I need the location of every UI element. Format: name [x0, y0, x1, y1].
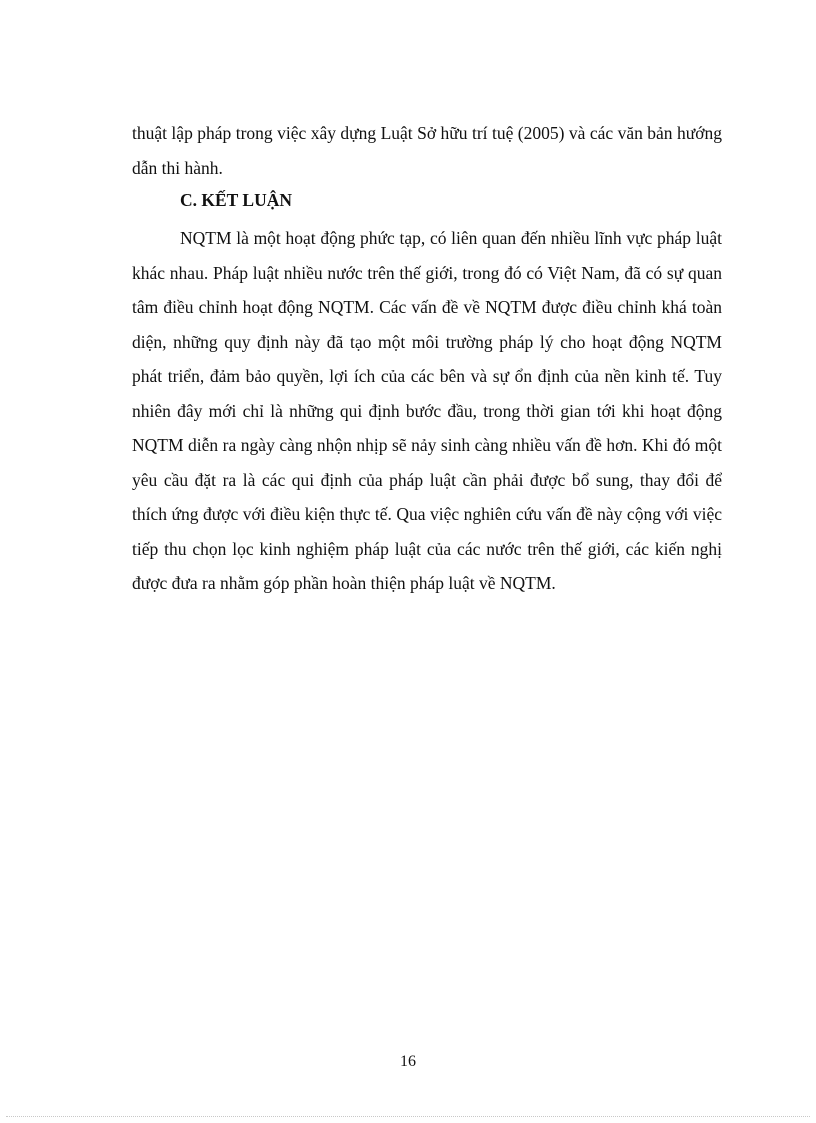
section-heading: C. KẾT LUẬN [180, 190, 292, 210]
continuation-paragraph: thuật lập pháp trong việc xây dựng Luật Sở hữu trí tuệ (2005) và các văn bản hướng dẫn thi hành. [132, 123, 722, 178]
conclusion-paragraph: NQTM là một hoạt động phức tạp, có liên quan đến nhiều lĩnh vực pháp luật khác nhau. Pháp luật nhiều nước trên thế giới, trong đó có Việt Nam, đã có sự quan tâm điều chỉnh hoạt động NQTM. Các vấn đề về NQTM được điều chỉnh khá toàn diện, những quy định này đã tạo một môi trường pháp lý cho hoạt động NQTM phát triển, đảm bảo quyền, lợi ích của các bên và sự ổn định của nền kinh tế. Tuy nhiên đây mới chỉ là những qui định bước đầu, trong thời gian tới khi hoạt động NQTM diễn ra ngày càng nhộn nhịp sẽ nảy sinh càng nhiều vấn đề hơn. Khi đó một yêu cầu đặt ra là các qui định của pháp luật cần phải được bổ sung, thay đổi để thích ứng được với điều kiện thực tế. Qua việc nghiên cứu vấn đề này cộng với việc tiếp thu chọn lọc kinh nghiệm pháp luật của các nước trên thế giới, các kiến nghị được đưa ra nhằm góp phần hoàn thiện pháp luật về NQTM. [132, 228, 722, 593]
page-bottom-divider [6, 1116, 810, 1117]
page-number: 16 [400, 1053, 416, 1070]
